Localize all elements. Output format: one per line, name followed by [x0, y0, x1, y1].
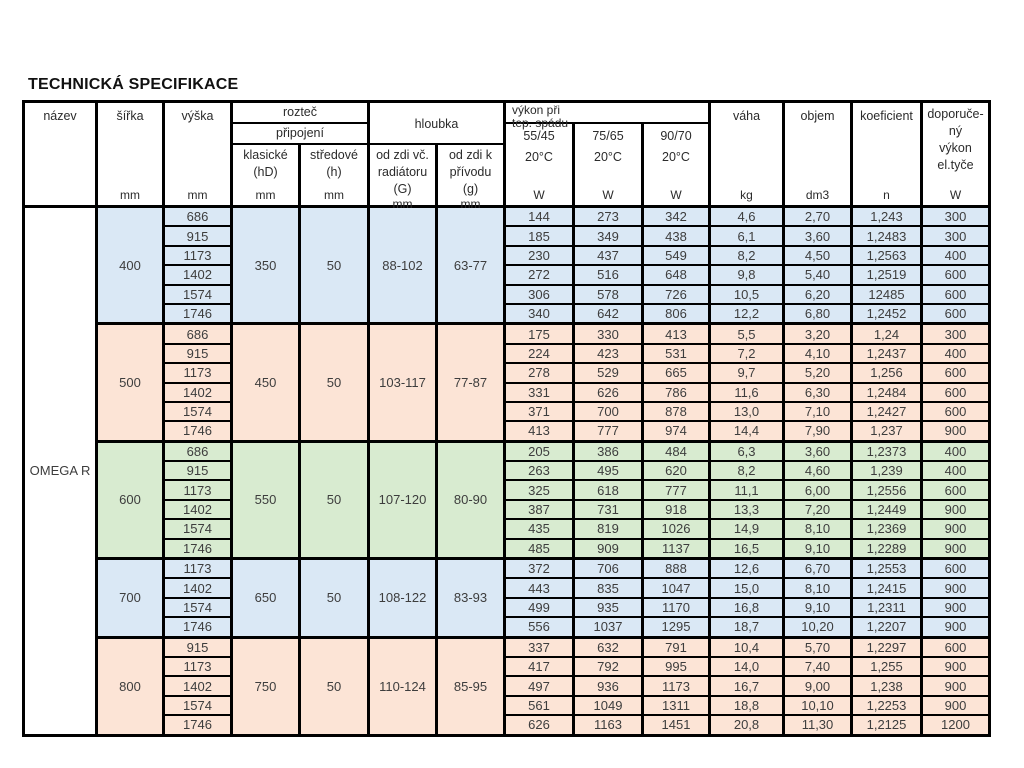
- power-9070-cell: 878: [643, 402, 710, 421]
- height-cell: 686: [164, 441, 232, 461]
- height-cell: 1173: [164, 246, 232, 265]
- height-cell: 1173: [164, 657, 232, 676]
- weight-cell: 10,5: [710, 285, 784, 304]
- volume-cell: 3,60: [784, 441, 852, 461]
- volume-cell: 5,40: [784, 265, 852, 284]
- power-5545-cell: 175: [505, 324, 574, 344]
- recommended-power-cell: 300: [922, 207, 990, 227]
- height-cell: 1746: [164, 617, 232, 637]
- power-9070-cell: 531: [643, 344, 710, 363]
- power-9070-cell: 413: [643, 324, 710, 344]
- power-7565-cell: 936: [574, 676, 643, 695]
- volume-cell: 5,70: [784, 637, 852, 657]
- volume-cell: 4,60: [784, 461, 852, 480]
- height-cell: 1574: [164, 285, 232, 304]
- power-9070-cell: 918: [643, 500, 710, 519]
- power-5545-cell: 485: [505, 539, 574, 559]
- volume-cell: 11,30: [784, 715, 852, 735]
- volume-cell: 4,10: [784, 344, 852, 363]
- height-cell: 1173: [164, 480, 232, 499]
- power-7565-cell: 731: [574, 500, 643, 519]
- pitch-center-cell: 50: [300, 559, 369, 638]
- height-cell: 1574: [164, 402, 232, 421]
- power-9070-cell: 995: [643, 657, 710, 676]
- recommended-power-cell: 900: [922, 617, 990, 637]
- weight-cell: 4,6: [710, 207, 784, 227]
- weight-cell: 12,2: [710, 304, 784, 324]
- table-row: [24, 578, 990, 597]
- table-row: [24, 657, 990, 676]
- power-9070-cell: 1137: [643, 539, 710, 559]
- recommended-power-cell: 900: [922, 500, 990, 519]
- weight-cell: 8,2: [710, 461, 784, 480]
- table-row: [24, 324, 990, 344]
- table-row: [24, 480, 990, 499]
- table-row: [24, 383, 990, 402]
- recommended-power-cell: 600: [922, 402, 990, 421]
- power-5545-cell: 443: [505, 578, 574, 597]
- table-row: [24, 676, 990, 695]
- table-row: [24, 461, 990, 480]
- coefficient-cell: 1,2556: [852, 480, 922, 499]
- power-7565-cell: 1163: [574, 715, 643, 735]
- power-7565-cell: 1037: [574, 617, 643, 637]
- power-5545-cell: 371: [505, 402, 574, 421]
- height-cell: 915: [164, 461, 232, 480]
- group-header-vykon: výkon při tep. spádu: [505, 102, 710, 123]
- volume-cell: 10,10: [784, 696, 852, 715]
- height-cell: 1402: [164, 676, 232, 695]
- volume-cell: 9,10: [784, 539, 852, 559]
- power-7565-cell: 642: [574, 304, 643, 324]
- weight-cell: 16,8: [710, 598, 784, 617]
- volume-cell: 4,50: [784, 246, 852, 265]
- height-cell: 1746: [164, 304, 232, 324]
- power-7565-cell: 835: [574, 578, 643, 597]
- power-5545-cell: 230: [505, 246, 574, 265]
- power-5545-cell: 205: [505, 441, 574, 461]
- depth-wall-to-cell: 77-87: [437, 324, 505, 441]
- coefficient-cell: 1,2437: [852, 344, 922, 363]
- coefficient-cell: 1,2483: [852, 226, 922, 245]
- depth-wall-to-cell: 80-90: [437, 441, 505, 558]
- table-row: [24, 265, 990, 284]
- col-header-nazev: název: [24, 102, 97, 207]
- coefficient-cell: 1,2369: [852, 519, 922, 538]
- recommended-power-cell: 400: [922, 441, 990, 461]
- table-row: [24, 304, 990, 324]
- table-row: [24, 344, 990, 363]
- weight-cell: 5,5: [710, 324, 784, 344]
- power-7565-cell: 777: [574, 421, 643, 441]
- power-7565-cell: 618: [574, 480, 643, 499]
- pitch-classic-cell: 750: [232, 637, 300, 735]
- recommended-power-cell: 900: [922, 519, 990, 538]
- volume-cell: 8,10: [784, 519, 852, 538]
- pitch-classic-cell: 350: [232, 207, 300, 324]
- col-header-vyska: výška mm: [164, 102, 232, 207]
- coefficient-cell: 1,2519: [852, 265, 922, 284]
- volume-cell: 10,20: [784, 617, 852, 637]
- col-header-7565: 75/65 20°C W: [574, 123, 643, 207]
- power-5545-cell: 340: [505, 304, 574, 324]
- coefficient-cell: 1,243: [852, 207, 922, 227]
- recommended-power-cell: 600: [922, 265, 990, 284]
- power-9070-cell: 1451: [643, 715, 710, 735]
- depth-wall-incl-cell: 107-120: [369, 441, 437, 558]
- table-row: [24, 402, 990, 421]
- power-5545-cell: 556: [505, 617, 574, 637]
- pitch-classic-cell: 650: [232, 559, 300, 638]
- power-5545-cell: 325: [505, 480, 574, 499]
- recommended-power-cell: 900: [922, 696, 990, 715]
- coefficient-cell: 1,2311: [852, 598, 922, 617]
- volume-cell: 6,70: [784, 559, 852, 579]
- power-5545-cell: 278: [505, 363, 574, 382]
- pitch-center-cell: 50: [300, 324, 369, 441]
- table-row: [24, 539, 990, 559]
- width-cell: 400: [97, 207, 164, 324]
- col-header-sirka: šířka mm: [97, 102, 164, 207]
- col-header-5545: 55/45 20°C W: [505, 123, 574, 207]
- height-cell: 686: [164, 324, 232, 344]
- weight-cell: 7,2: [710, 344, 784, 363]
- table-row: [24, 363, 990, 382]
- power-9070-cell: 648: [643, 265, 710, 284]
- coefficient-cell: 1,2427: [852, 402, 922, 421]
- power-9070-cell: 1026: [643, 519, 710, 538]
- power-9070-cell: 438: [643, 226, 710, 245]
- power-5545-cell: 387: [505, 500, 574, 519]
- power-7565-cell: 626: [574, 383, 643, 402]
- depth-wall-to-cell: 83-93: [437, 559, 505, 638]
- power-7565-cell: 495: [574, 461, 643, 480]
- pitch-center-cell: 50: [300, 207, 369, 324]
- height-cell: 1402: [164, 265, 232, 284]
- table-row: [24, 421, 990, 441]
- recommended-power-cell: 600: [922, 637, 990, 657]
- width-cell: 700: [97, 559, 164, 638]
- coefficient-cell: 1,239: [852, 461, 922, 480]
- weight-cell: 20,8: [710, 715, 784, 735]
- volume-cell: 7,20: [784, 500, 852, 519]
- coefficient-cell: 1,2452: [852, 304, 922, 324]
- volume-cell: 3,20: [784, 324, 852, 344]
- recommended-power-cell: 900: [922, 578, 990, 597]
- power-9070-cell: 974: [643, 421, 710, 441]
- power-9070-cell: 1170: [643, 598, 710, 617]
- col-header-objem: objem dm3: [784, 102, 852, 207]
- coefficient-cell: 1,2297: [852, 637, 922, 657]
- power-5545-cell: 372: [505, 559, 574, 579]
- height-cell: 1402: [164, 578, 232, 597]
- volume-cell: 6,30: [784, 383, 852, 402]
- group-header-hloubka: hloubka: [369, 102, 505, 144]
- power-9070-cell: 777: [643, 480, 710, 499]
- weight-cell: 18,7: [710, 617, 784, 637]
- height-cell: 1746: [164, 421, 232, 441]
- product-name-cell: OMEGA R: [24, 207, 97, 736]
- table-row: [24, 441, 990, 461]
- table-row: [24, 637, 990, 657]
- depth-wall-incl-cell: 88-102: [369, 207, 437, 324]
- coefficient-cell: 1,2553: [852, 559, 922, 579]
- coefficient-cell: 1,2207: [852, 617, 922, 637]
- coefficient-cell: 1,2373: [852, 441, 922, 461]
- power-5545-cell: 306: [505, 285, 574, 304]
- volume-cell: 6,80: [784, 304, 852, 324]
- table-row: [24, 617, 990, 637]
- width-cell: 500: [97, 324, 164, 441]
- weight-cell: 13,3: [710, 500, 784, 519]
- power-5545-cell: 272: [505, 265, 574, 284]
- power-7565-cell: 1049: [574, 696, 643, 715]
- col-header-doporuceny: doporuče- ný výkon el.tyče W: [922, 102, 990, 207]
- height-cell: 1746: [164, 715, 232, 735]
- coefficient-cell: 12485: [852, 285, 922, 304]
- weight-cell: 8,2: [710, 246, 784, 265]
- weight-cell: 11,6: [710, 383, 784, 402]
- weight-cell: 10,4: [710, 637, 784, 657]
- power-5545-cell: 144: [505, 207, 574, 227]
- power-9070-cell: 484: [643, 441, 710, 461]
- power-9070-cell: 342: [643, 207, 710, 227]
- height-cell: 1173: [164, 363, 232, 382]
- height-cell: 1746: [164, 539, 232, 559]
- weight-cell: 18,8: [710, 696, 784, 715]
- coefficient-cell: 1,238: [852, 676, 922, 695]
- spec-table-header: [24, 102, 990, 212]
- power-9070-cell: 1173: [643, 676, 710, 695]
- height-cell: 1173: [164, 559, 232, 579]
- page-title: TECHNICKÁ SPECIFIKACE: [28, 76, 239, 93]
- table-row: [24, 559, 990, 579]
- width-cell: 600: [97, 441, 164, 558]
- height-cell: 1574: [164, 519, 232, 538]
- power-9070-cell: 1311: [643, 696, 710, 715]
- volume-cell: 9,10: [784, 598, 852, 617]
- col-header-klasicke: klasické (hD) mm: [232, 144, 300, 207]
- coefficient-cell: 1,2563: [852, 246, 922, 265]
- coefficient-cell: 1,2449: [852, 500, 922, 519]
- depth-wall-incl-cell: 108-122: [369, 559, 437, 638]
- coefficient-cell: 1,2289: [852, 539, 922, 559]
- power-7565-cell: 423: [574, 344, 643, 363]
- height-cell: 915: [164, 344, 232, 363]
- depth-wall-to-cell: 63-77: [437, 207, 505, 324]
- recommended-power-cell: 600: [922, 559, 990, 579]
- weight-cell: 14,0: [710, 657, 784, 676]
- power-5545-cell: 331: [505, 383, 574, 402]
- power-7565-cell: 632: [574, 637, 643, 657]
- power-9070-cell: 786: [643, 383, 710, 402]
- height-cell: 1574: [164, 598, 232, 617]
- depth-wall-incl-cell: 110-124: [369, 637, 437, 735]
- table-row: [24, 226, 990, 245]
- power-7565-cell: 819: [574, 519, 643, 538]
- coefficient-cell: 1,237: [852, 421, 922, 441]
- power-5545-cell: 224: [505, 344, 574, 363]
- volume-cell: 7,10: [784, 402, 852, 421]
- power-9070-cell: 1047: [643, 578, 710, 597]
- power-7565-cell: 386: [574, 441, 643, 461]
- weight-cell: 14,9: [710, 519, 784, 538]
- recommended-power-cell: 900: [922, 539, 990, 559]
- col-header-vaha: váha kg: [710, 102, 784, 207]
- weight-cell: 15,0: [710, 578, 784, 597]
- coefficient-cell: 1,2125: [852, 715, 922, 735]
- col-header-odzdi-g: od zdi k přívodu (g) mm: [437, 144, 505, 207]
- col-header-9070: 90/70 20°C W: [643, 123, 710, 207]
- recommended-power-cell: 1200: [922, 715, 990, 735]
- coefficient-cell: 1,24: [852, 324, 922, 344]
- table-row: [24, 519, 990, 538]
- volume-cell: 7,90: [784, 421, 852, 441]
- power-7565-cell: 909: [574, 539, 643, 559]
- weight-cell: 9,8: [710, 265, 784, 284]
- weight-cell: 16,5: [710, 539, 784, 559]
- power-7565-cell: 792: [574, 657, 643, 676]
- power-9070-cell: 620: [643, 461, 710, 480]
- power-5545-cell: 263: [505, 461, 574, 480]
- height-cell: 1574: [164, 696, 232, 715]
- power-7565-cell: 273: [574, 207, 643, 227]
- power-5545-cell: 413: [505, 421, 574, 441]
- col-header-stredove: středové (h) mm: [300, 144, 369, 207]
- power-9070-cell: 665: [643, 363, 710, 382]
- power-9070-cell: 888: [643, 559, 710, 579]
- coefficient-cell: 1,255: [852, 657, 922, 676]
- power-5545-cell: 337: [505, 637, 574, 657]
- power-9070-cell: 806: [643, 304, 710, 324]
- pitch-classic-cell: 450: [232, 324, 300, 441]
- weight-cell: 13,0: [710, 402, 784, 421]
- weight-cell: 14,4: [710, 421, 784, 441]
- power-7565-cell: 516: [574, 265, 643, 284]
- recommended-power-cell: 900: [922, 421, 990, 441]
- power-7565-cell: 700: [574, 402, 643, 421]
- power-7565-cell: 529: [574, 363, 643, 382]
- power-5545-cell: 185: [505, 226, 574, 245]
- volume-cell: 7,40: [784, 657, 852, 676]
- recommended-power-cell: 600: [922, 285, 990, 304]
- table-row: [24, 696, 990, 715]
- table-row: [24, 246, 990, 265]
- recommended-power-cell: 600: [922, 480, 990, 499]
- height-cell: 1402: [164, 383, 232, 402]
- pitch-center-cell: 50: [300, 637, 369, 735]
- recommended-power-cell: 400: [922, 246, 990, 265]
- recommended-power-cell: 900: [922, 598, 990, 617]
- recommended-power-cell: 400: [922, 461, 990, 480]
- recommended-power-cell: 900: [922, 657, 990, 676]
- depth-wall-incl-cell: 103-117: [369, 324, 437, 441]
- group-header-pripojeni: připojení: [232, 123, 369, 144]
- weight-cell: 6,3: [710, 441, 784, 461]
- power-9070-cell: 726: [643, 285, 710, 304]
- depth-wall-to-cell: 85-95: [437, 637, 505, 735]
- volume-cell: 9,00: [784, 676, 852, 695]
- power-7565-cell: 706: [574, 559, 643, 579]
- weight-cell: 9,7: [710, 363, 784, 382]
- height-cell: 1402: [164, 500, 232, 519]
- volume-cell: 6,00: [784, 480, 852, 499]
- weight-cell: 12,6: [710, 559, 784, 579]
- power-5545-cell: 499: [505, 598, 574, 617]
- width-cell: 800: [97, 637, 164, 735]
- recommended-power-cell: 300: [922, 324, 990, 344]
- power-7565-cell: 437: [574, 246, 643, 265]
- power-7565-cell: 578: [574, 285, 643, 304]
- volume-cell: 5,20: [784, 363, 852, 382]
- recommended-power-cell: 300: [922, 226, 990, 245]
- table-row: [24, 598, 990, 617]
- recommended-power-cell: 600: [922, 383, 990, 402]
- power-9070-cell: 791: [643, 637, 710, 657]
- recommended-power-cell: 400: [922, 344, 990, 363]
- table-row: [24, 285, 990, 304]
- weight-cell: 6,1: [710, 226, 784, 245]
- power-5545-cell: 497: [505, 676, 574, 695]
- recommended-power-cell: 900: [922, 676, 990, 695]
- weight-cell: 11,1: [710, 480, 784, 499]
- coefficient-cell: 1,2253: [852, 696, 922, 715]
- pitch-classic-cell: 550: [232, 441, 300, 558]
- table-row: [24, 207, 990, 227]
- power-7565-cell: 349: [574, 226, 643, 245]
- col-header-odzdi-G: od zdi vč. radiátoru (G) mm: [369, 144, 437, 207]
- table-row: [24, 500, 990, 519]
- volume-cell: 3,60: [784, 226, 852, 245]
- power-5545-cell: 626: [505, 715, 574, 735]
- group-header-roztec: rozteč: [232, 102, 369, 123]
- coefficient-cell: 1,2415: [852, 578, 922, 597]
- power-5545-cell: 417: [505, 657, 574, 676]
- volume-cell: 8,10: [784, 578, 852, 597]
- height-cell: 686: [164, 207, 232, 227]
- recommended-power-cell: 600: [922, 304, 990, 324]
- col-header-koeficient: koeficient n: [852, 102, 922, 207]
- volume-cell: 6,20: [784, 285, 852, 304]
- spec-table-body: [24, 207, 990, 736]
- pitch-center-cell: 50: [300, 441, 369, 558]
- power-9070-cell: 1295: [643, 617, 710, 637]
- height-cell: 915: [164, 226, 232, 245]
- table-row: [24, 715, 990, 735]
- power-5545-cell: 435: [505, 519, 574, 538]
- power-7565-cell: 935: [574, 598, 643, 617]
- power-5545-cell: 561: [505, 696, 574, 715]
- spec-table: [22, 100, 991, 737]
- power-9070-cell: 549: [643, 246, 710, 265]
- coefficient-cell: 1,2484: [852, 383, 922, 402]
- weight-cell: 16,7: [710, 676, 784, 695]
- recommended-power-cell: 600: [922, 363, 990, 382]
- power-7565-cell: 330: [574, 324, 643, 344]
- volume-cell: 2,70: [784, 207, 852, 227]
- coefficient-cell: 1,256: [852, 363, 922, 382]
- height-cell: 915: [164, 637, 232, 657]
